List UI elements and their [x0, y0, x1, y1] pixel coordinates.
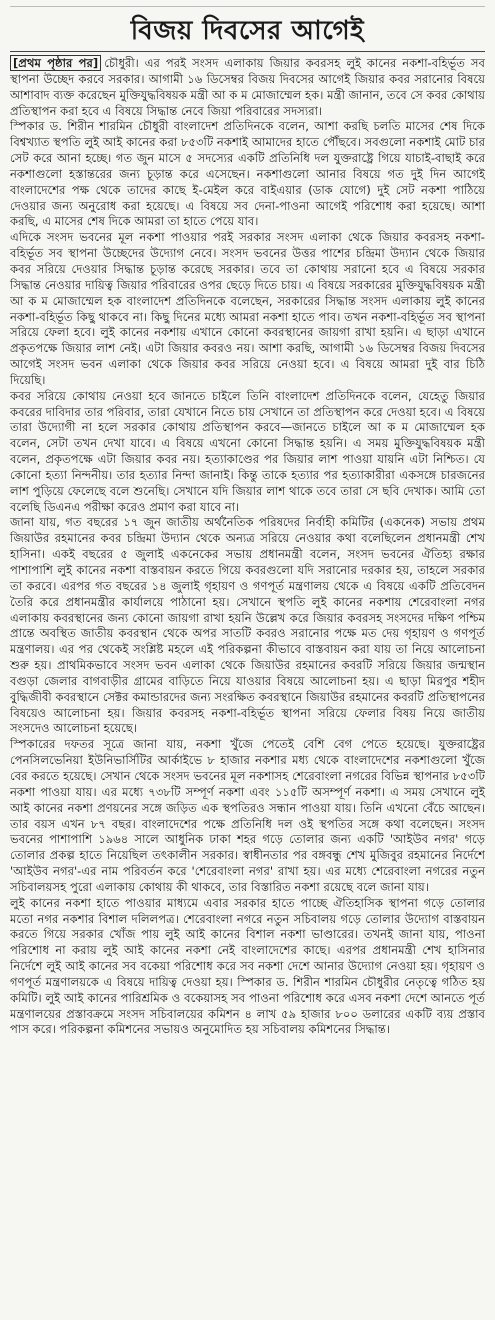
- paragraph-3: এদিকে সংসদ ভবনের মূল নকশা পাওয়ার পরই সরকার সংসদ এলাকা থেকে জিয়ার কবরসহ নকশা-বহির্ভূত সব স্থাপনা উচ্ছেদের উদ্যোগ নেবে। সংসদ ভবনের উত্তর পাশের চন্দ্রিমা উদ্যান থেকে জিয়ার কবর সরিয়ে দেওয়ার সিদ্ধান্ত চূড়ান্ত করেছে সরকার। তবে তা কোথায় সরানো হবে এ বিষয়ে সরকার সিদ্ধান্ত নেওয়ার দায়িত্ব জিয়ার পরিবারের ওপর ছেড়ে দিতে চায়। এ বিষয়ে সরকারের মুক্তিযুদ্ধবিষয়ক মন্ত্রী আ ক ম মোজাম্মেল হক বাংলাদেশ প্রতিদিনকে বলেছেন, সরকারের সিদ্ধান্ত সংসদ এলাকায় লুই কানের নকশা-বহির্ভূত কিছু থাকবে না। কিছু দিনের মধ্যে আমরা নকশা হাতে পাব। তখন নকশা-বহির্ভূত সব স্থাপনা সরিয়ে ফেলা হবে। লুই কানের নকশায় এখানে কোনো কবরস্থানের জায়গা রাখা হয়নি। এ ছাড়া এখানে প্রকৃতপক্ষে জিয়ার লাশ নেই। এটা জিয়ার কবরও নয়। আশা করছি, আগামী ১৬ ডিসেম্বর বিজয় দিবসের আগেই সংসদ ভবন এলাকা থেকে জিয়ার কবর সরিয়ে নেওয়া হবে। এ বিষয়ে আমরা দুই বার চিঠি দিয়েছি।: [10, 230, 485, 387]
- top-edge: [10, 6, 485, 13]
- paragraph-7: লুই কানের নকশা হাতে পাওয়ার মাধ্যমে এবার সরকার হাতে পাচ্ছে ঐতিহাসিক স্থাপনা গড়ে তোলার মতো নগর নকশার বিশাল দলিলপত্র। শেরেবাংলা নগরে নতুন সচিবালয় গড়ে তোলার উদ্যোগ বাস্তবায়ন করতে গিয়ে সরকার খোঁজ পায় লুই আই কানের বিশাল নকশা ভাণ্ডারের। তখনই জানা যায়, পাওনা পরিশোধ না করায় লুই আই কানের নকশা নেই বাংলাদেশের কাছে। এরপর প্রধানমন্ত্রী শেখ হাসিনার নির্দেশে লুই আই কানের সব বকেয়া পরিশোধ করে সব নকশা দেশে আনার উদ্যোগ নেওয়া হয়। গৃহায়ণ ও গণপূর্ত মন্ত্রণালয়কে এ বিষয়ে দায়িত্ব দেওয়া হয়। স্পিকার ড. শিরীন শারমিন চৌধুরীর নেতৃত্বে গঠিত হয় কমিটি। লুই আই কানের পারিশ্রমিক ও বকেয়াসহ সব পাওনা পরিশোধ করে এসব নকশা দেশে আনতে পূর্ত মন্ত্রণালয়ের প্রস্তাবক্রমে সংসদ সচিবালয়ের কমিশন ৪ লাখ ৫৯ হাজার ৮০০ ডলারের একটি ব্যয় প্রস্তাব পাস করে। পরিকল্পনা কমিশনের সভায়ও অনুমোদিত হয় সচিবালয় কমিশনের সিদ্ধান্ত।: [10, 895, 485, 1037]
- paragraph-2: স্পিকার ড. শিরীন শারমিন চৌধুরী বাংলাদেশ প্রতিদিনকে বলেন, আশা করছি চলতি মাসের শেষ দিকে বিশ্বখ্যাত স্থপতি লুই আই কানের করা ৮৫৩টি নকশাই আমাদের হাতে পৌঁছবে। সবগুলো নকশাই মোট চার সেট করে আনা হচ্ছে। গত জুন মাসে ৫ সদস্যের একটি প্রতিনিধি দল যুক্তরাষ্ট্রে গিয়ে যাচাই-বাছাই করে নকশাগুলো হস্তান্তরের জন্য চূড়ান্ত করে এসেছেন। নকশাগুলো আনার বিষয়ে গত দুই দিন আগেই বাংলাদেশের পক্ষ থেকে তাদের কাছে ই-মেইল করে বাইএয়ার (ডাক যোগে) দুই সেট নকশা পাঠিয়ে দেওয়ার জন্য অনুরোধ করা হয়েছে। এ বিষয়ে সব দেনা-পাওনা আগেই পরিশোধ করা হয়েছে। আশা করছি, এ মাসের শেষ দিকে আমরা তা হাতে পেয়ে যাব।: [10, 119, 485, 229]
- continuation-tag: [প্রথম পৃষ্ঠার পর]: [10, 55, 101, 71]
- paragraph-5: জানা যায়, গত বছরের ১৭ জুন জাতীয় অর্থনৈতিক পরিষদের নির্বাহী কমিটির (একনেক) সভায় প্রথম জিয়াউর রহমানের কবর চন্দ্রিমা উদ্যান থেকে অন্যত্র সরিয়ে নেওয়ার কথা বলেছিলেন প্রধানমন্ত্রী শেখ হাসিনা। একই বছরের ৫ জুলাই একনেকের সভায় প্রধানমন্ত্রী বলেন, সংসদ ভবনের ঐতিহ্য রক্ষার পাশাপাশি লুই কানের নকশা বাস্তবায়ন করতে গিয়ে কবরগুলো যদি সরানোর দরকার হয়, তাহলে সরকার তা করবে। এরপর গত বছরের ১৪ জুলাই গৃহায়ণ ও গণপূর্ত মন্ত্রণালয় থেকে এ বিষয়ে একটি প্রতিবেদন তৈরি করে প্রধানমন্ত্রীর কার্যালয়ে পাঠানো হয়। সেখানে স্থপতি লুই কানের নকশায় শেরেবাংলা নগর এলাকায় কবরস্থানের জন্য কোনো জায়গা রাখা হয়নি উল্লেখ করে জিয়ার কবরসহ সংসদের দক্ষিণ পশ্চিম প্রান্তে অবস্থিত জাতীয় কবরস্থান থেকে অপর সাতটি কবরও সরানোর পক্ষে মত দেয় গৃহায়ণ ও গণপূর্ত মন্ত্রণালয়। এর পর থেকেই সংশ্লিষ্ট মহলে এই পরিকল্পনা কীভাবে বাস্তবায়ন করা যায় তা নিয়ে আলোচনা শুরু হয়। প্রাথমিকভাবে সংসদ ভবন এলাকা থেকে জিয়াউর রহমানের কবরটি সরিয়ে জিয়ার জন্মস্থান বগুড়া জেলার বাগবাড়ীর গ্রামের বাড়িতে নিয়ে যাওয়ার বিষয়ে আলোচনা হয়। এ ছাড়া মিরপুর শহীদ বুদ্ধিজীবী কবরস্থানে সেক্টর কমান্ডারদের জন্য সংরক্ষিত কবরস্থানে জিয়াউর রহমানের কবরটি প্রতিস্থাপনের বিষয়েও আলোচনা হয়। জিয়ার কবরসহ নকশা-বহির্ভূত স্থাপনা সরিয়ে ফেলার বিষয় নিয়ে জাতীয় সংসদেও আলোচনা হয়েছে।: [10, 515, 485, 736]
- paragraph-1-text: চৌধুরী। এর পরই সংসদ এলাকায় জিয়ার কবরসহ লুই কানের নকশা-বহির্ভূত সব স্থাপনা উচ্ছেদ করবে সরকার। আগামী ১৬ ডিসেম্বর বিজয় দিবসের আগেই জিয়ার কবর সরানোর বিষয়ে আশাবাদ ব্যক্ত করেছেন মুক্তিযুদ্ধবিষয়ক মন্ত্রী আ ক ম মোজাম্মেল হক। মন্ত্রী জানান, তবে সে কবর কোথায় প্রতিস্থাপন করা হবে এ বিষয়ে সিদ্ধান্ত নেবে জিয়া পরিবারের সদস্যরা।: [10, 56, 485, 118]
- article-body: [10, 56, 485, 1038]
- headline: বিজয় দিবসের আগেই: [130, 16, 365, 46]
- headline-rule: [10, 51, 485, 52]
- paragraph-6: স্পিকারের দফতর সূত্রে জানা যায়, নকশা খুঁজে পেতেই বেশি বেগ পেতে হয়েছে। যুক্তরাষ্ট্রের পেনসিলভেনিয়া ইউনিভার্সিটির আর্কাইভে ৮ হাজার নকশার মধ্য থেকে বাংলাদেশের নকশাগুলো খুঁজে বের করতে হয়েছে। সেখান থেকে সংসদ ভবনের মূল নকশাসহ শেরেবাংলা নগরের বিভিন্ন স্থাপনার ৮৫৩টি নকশা পাওয়া যায়। এর মধ্যে ৭৩৮টি সম্পূর্ণ নকশা এবং ১১৫টি অসম্পূর্ণ নকশা। এ সময় সেখানে লুই আই কানের নকশা প্রণয়নের সঙ্গে জড়িত এক স্থপতিরও সন্ধান পাওয়া যায়। তিনি এখনো বেঁচে আছেন। তার বয়স এখন ৮৭ বছর। বাংলাদেশের পক্ষে প্রতিনিধি দল ওই স্থপতির সঙ্গে কথা বলেছেন। সংসদ ভবনের পাশাপাশি ১৯৬৪ সালে আধুনিক ঢাকা শহর গড়ে তোলার জন্য একটি 'আইউব নগর' গড়ে তোলার প্রকল্প হাতে নিয়েছিল তৎকালীন সরকার। স্বাধীনতার পর বঙ্গবন্ধু শেখ মুজিবুর রহমানের নির্দেশে 'আইউব নগর'-এর নাম পরিবর্তন করে 'শেরেবাংলা নগর' রাখা হয়। এর মধ্যে শেরেবাংলা নগরের নতুন সচিবালয়সহ পুরো এলাকায় কোথায় কী থাকবে, তার বিস্তারিত নকশা রয়েছে বলে জানা যায়।: [10, 737, 485, 894]
- paragraph-1: [10, 56, 485, 119]
- paragraph-4: কবর সরিয়ে কোথায় নেওয়া হবে জানতে চাইলে তিনি বাংলাদেশ প্রতিদিনকে বলেন, যেহেতু জিয়ার কবরের দাবিদার তার পরিবার, তারা যেখানে নিতে চায় সেখানে তা প্রতিস্থাপন করে দেওয়া হবে। এ বিষয়ে তারা উদ্যোগী না হলে সরকার কোথায় প্রতিস্থাপন করবে—জানতে চাইলে আ ক ম মোজাম্মেল হক বলেন, সেটা তখন দেখা যাবে। এ বিষয়ে এখনো কোনো সিদ্ধান্ত হয়নি। এ সময় মুক্তিযুদ্ধবিষয়ক মন্ত্রী বলেন, প্রকৃতপক্ষে এটা জিয়ার কবর নয়। হত্যাকাণ্ডের পর জিয়ার লাশ পাওয়া যায়নি এটা নিশ্চিত। যে কোনো হত্যা নিন্দনীয়। তার হত্যার নিন্দা জানাই। কিন্তু তাকে হত্যার পর হত্যাকারীরা একসঙ্গে চারজনের লাশ পুড়িয়ে ফেলেছে বলে শুনেছি। সেখানে যদি জিয়ার লাশ থাকে তবে তারা সে ছবি দেখাক। আমি তো বলেছি ডিএনএ পরীক্ষা করেও প্রমাণ করা যাবে না।: [10, 388, 485, 514]
